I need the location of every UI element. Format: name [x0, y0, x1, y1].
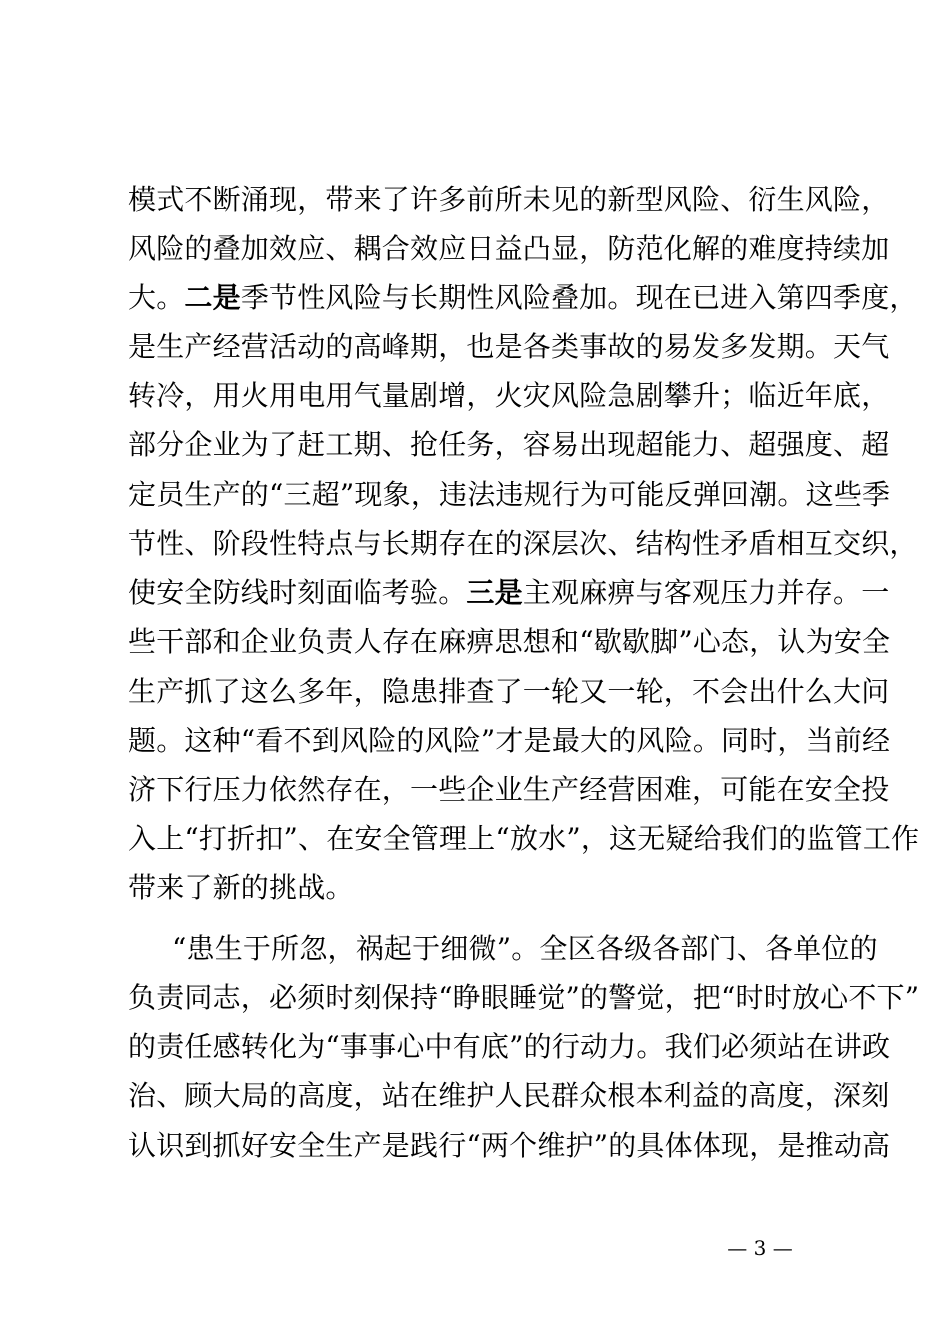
text-line-13: 济下行压力依然存在，一些企业生产经营困难，可能在安全投	[128, 773, 890, 806]
text-line-15: 带来了新的挑战。	[128, 871, 354, 904]
text-line-11: 生产抓了这么多年，隐患排查了一轮又一轮，不会出什么大问	[128, 675, 890, 708]
text-segment: 季节性风险与长期性风险叠加。现在已进入第四季度，	[240, 281, 918, 314]
text-line-4: 是生产经营活动的高峰期，也是各类事故的易发多发期。天气	[128, 330, 890, 363]
text-line-20: 认识到抓好安全生产是践行“两个维护”的具体体现，是推动高	[128, 1129, 891, 1162]
text-line-1: 模式不断涌现，带来了许多前所未见的新型风险、衍生风险，	[128, 183, 890, 216]
text-line-7: 定员生产的“三超”现象，违法违规行为可能反弹回潮。这些季	[128, 478, 891, 511]
text-line-16-paragraph-start: “患生于所忽，祸起于细微”。全区各级各部门、各单位的	[172, 932, 878, 965]
text-segment: 使安全防线时刻面临考验。	[128, 576, 467, 609]
page-number: — 3 —	[727, 1236, 793, 1260]
text-line-8: 节性、阶段性特点与长期存在的深层次、结构性矛盾相互交织，	[128, 527, 918, 560]
bold-label-second: 二是	[184, 281, 241, 314]
text-line-9	[128, 575, 890, 611]
bold-label-third: 三是	[466, 576, 523, 609]
text-line-18: 的责任感转化为“事事心中有底”的行动力。我们必须站在讲政	[128, 1030, 891, 1063]
text-segment: 大。	[128, 281, 185, 314]
text-line-12: 题。这种“看不到风险的风险”才是最大的风险。同时，当前经	[128, 724, 891, 757]
text-line-14: 入上“打折扣”、在安全管理上“放水”，这无疑给我们的监管工作	[128, 822, 920, 855]
text-line-2: 风险的叠加效应、耦合效应日益凸显，防范化解的难度持续加	[128, 232, 890, 265]
text-line-17: 负责同志，必须时刻保持“睁眼睡觉”的警觉，把“时时放心不下”	[128, 981, 920, 1014]
text-line-5: 转冷，用火用电用气量剧增，火灾风险急剧攀升；临近年底，	[128, 379, 890, 412]
text-segment: 主观麻痹与客观压力并存。一	[522, 576, 890, 609]
text-line-19: 治、顾大局的高度，站在维护人民群众根本利益的高度，深刻	[128, 1079, 890, 1112]
text-line-3	[128, 280, 918, 316]
text-line-10: 些干部和企业负责人存在麻痹思想和“歇歇脚”心态，认为安全	[128, 625, 891, 658]
text-line-6: 部分企业为了赶工期、抢任务，容易出现超能力、超强度、超	[128, 428, 890, 461]
